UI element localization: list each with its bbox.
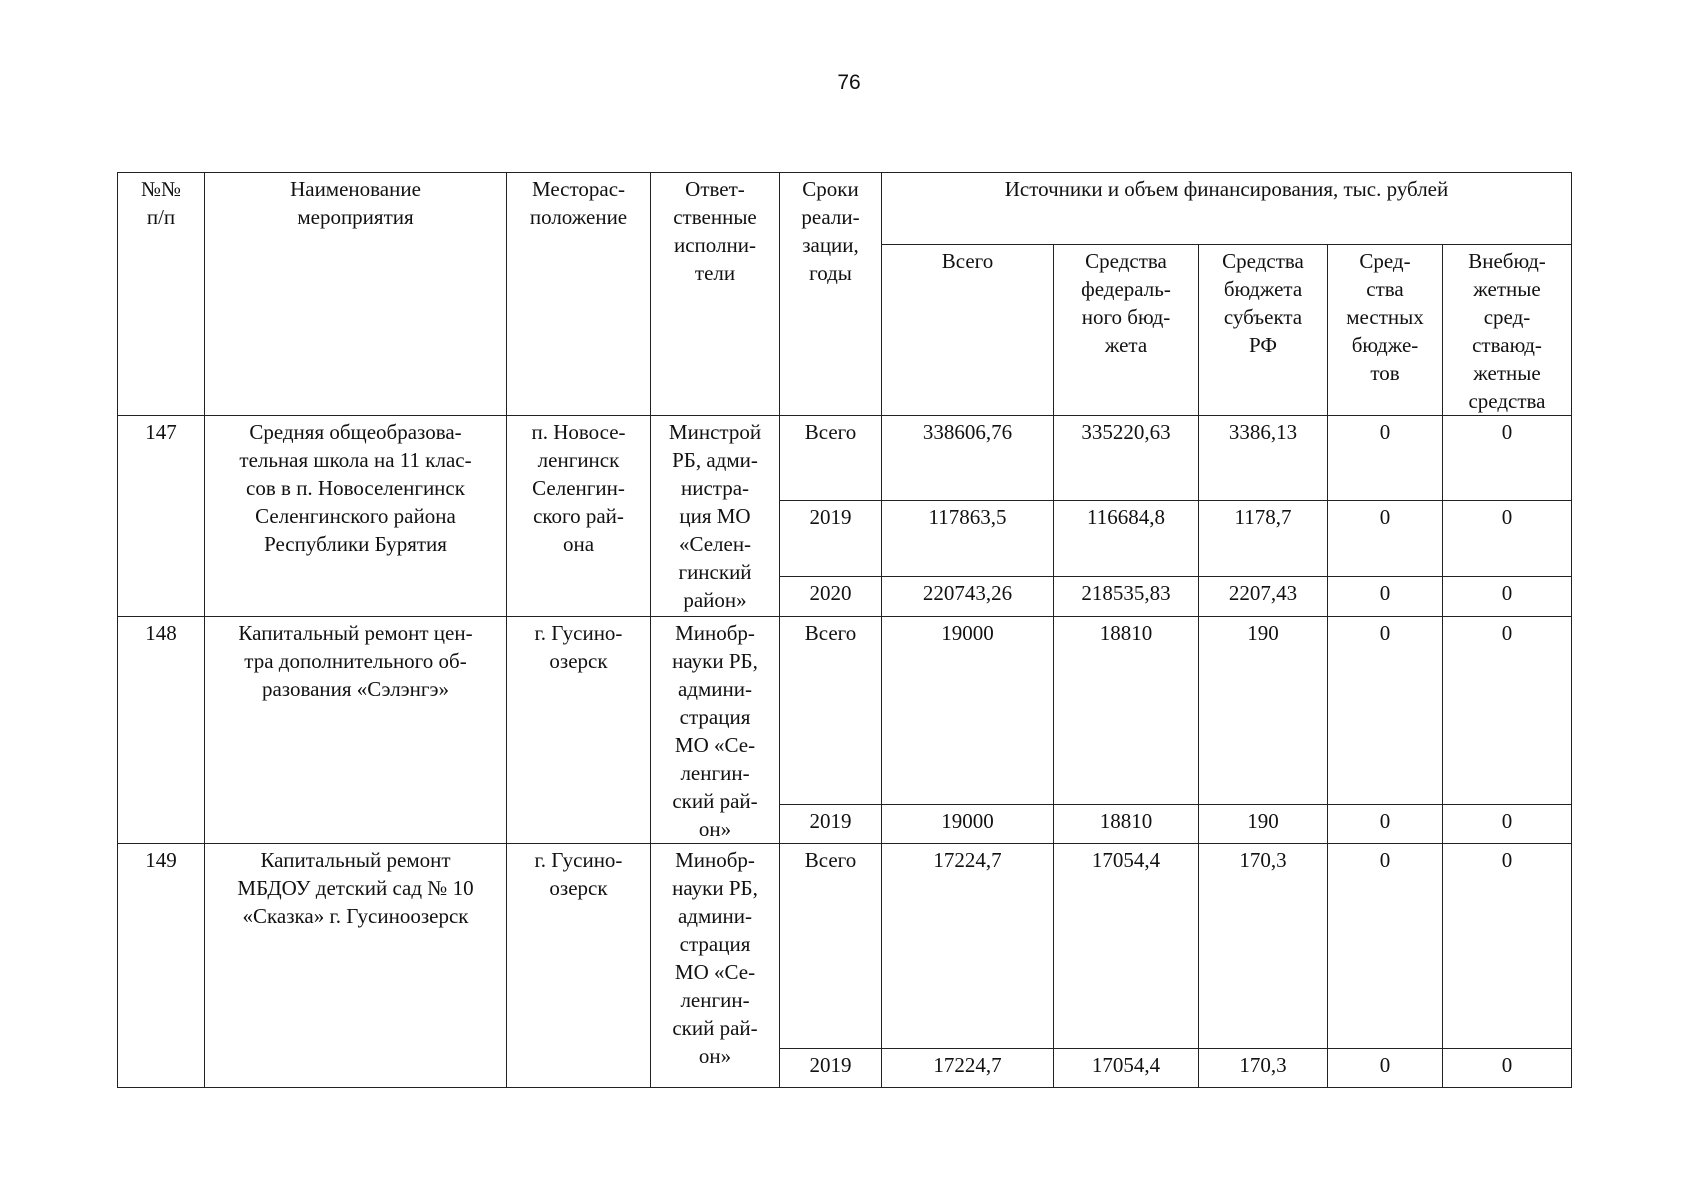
project-executors: Минобр- науки РБ, админи- страция МО «Се- ленгин- ский рай- он» (651, 844, 780, 1088)
total-cell: 220743,26 (882, 577, 1054, 617)
federal-cell: 17054,4 (1054, 1049, 1199, 1088)
federal-cell: 18810 (1054, 617, 1199, 805)
period-cell: Всего (780, 416, 882, 501)
subject-cell: 170,3 (1199, 844, 1328, 1049)
extra-cell: 0 (1443, 844, 1572, 1049)
total-cell: 19000 (882, 617, 1054, 805)
local-cell: 0 (1328, 577, 1443, 617)
subject-cell: 190 (1199, 617, 1328, 805)
period-cell: 2019 (780, 1049, 882, 1088)
extra-cell: 0 (1443, 577, 1572, 617)
project-num: 148 (118, 617, 205, 844)
subject-cell: 3386,13 (1199, 416, 1328, 501)
header-total: Всего (882, 245, 1054, 416)
header-local: Сред- ства местных бюдже- тов (1328, 245, 1443, 416)
period-cell: 2020 (780, 577, 882, 617)
extra-cell: 0 (1443, 805, 1572, 844)
subject-cell: 2207,43 (1199, 577, 1328, 617)
period-cell: Всего (780, 617, 882, 805)
project-location: г. Гусино- озерск (507, 844, 651, 1088)
federal-cell: 18810 (1054, 805, 1199, 844)
local-cell: 0 (1328, 501, 1443, 577)
total-cell: 338606,76 (882, 416, 1054, 501)
header-row-1 (118, 173, 1572, 245)
federal-cell: 335220,63 (1054, 416, 1199, 501)
subject-cell: 170,3 (1199, 1049, 1328, 1088)
period-cell: Всего (780, 844, 882, 1049)
project-name: Капитальный ремонт цен- тра дополнительного об- разования «Сэлэнгэ» (205, 617, 507, 844)
local-cell: 0 (1328, 1049, 1443, 1088)
federal-cell: 218535,83 (1054, 577, 1199, 617)
project-location: г. Гусино- озерск (507, 617, 651, 844)
project-executors: Минобр- науки РБ, админи- страция МО «Се- ленгин- ский рай- он» (651, 617, 780, 844)
project-num: 147 (118, 416, 205, 617)
subject-cell: 190 (1199, 805, 1328, 844)
extra-cell: 0 (1443, 617, 1572, 805)
extra-cell: 0 (1443, 416, 1572, 501)
total-cell: 19000 (882, 805, 1054, 844)
header-federal: Средства федераль- ного бюд- жета (1054, 245, 1199, 416)
table-row (118, 844, 1572, 1049)
federal-cell: 17054,4 (1054, 844, 1199, 1049)
federal-cell: 116684,8 (1054, 501, 1199, 577)
project-location: п. Новосе- ленгинск Селенгин- ского рай- она (507, 416, 651, 617)
project-name: Средняя общеобразова- тельная школа на 11 клас- сов в п. Новоселенгинск Селенгинского района Республики Бурятия (205, 416, 507, 617)
project-executors: Минстрой РБ, адми- нистра- ция МО «Селен- гинский район» (651, 416, 780, 617)
page-number: 76 (837, 71, 861, 94)
local-cell: 0 (1328, 805, 1443, 844)
funding-table (117, 172, 1572, 1088)
header-executors: Ответ- ственные исполни- тели (651, 173, 780, 416)
header-name: Наименование мероприятия (205, 173, 507, 416)
header-num: №№ п/п (118, 173, 205, 416)
total-cell: 117863,5 (882, 501, 1054, 577)
table-row (118, 617, 1572, 805)
extra-cell: 0 (1443, 501, 1572, 577)
total-cell: 17224,7 (882, 844, 1054, 1049)
table-row (118, 416, 1572, 501)
project-num: 149 (118, 844, 205, 1088)
project-name: Капитальный ремонт МБДОУ детский сад № 10 «Сказка» г. Гусиноозерск (205, 844, 507, 1088)
period-cell: 2019 (780, 805, 882, 844)
period-cell: 2019 (780, 501, 882, 577)
local-cell: 0 (1328, 416, 1443, 501)
header-extra: Внебюд- жетные сред- стваюд- жетные средства (1443, 245, 1572, 416)
header-subject: Средства бюджета субъекта РФ (1199, 245, 1328, 416)
header-funding-group: Источники и объем финансирования, тыс. рублей (882, 173, 1572, 245)
header-terms: Сроки реали- зации, годы (780, 173, 882, 416)
total-cell: 17224,7 (882, 1049, 1054, 1088)
local-cell: 0 (1328, 617, 1443, 805)
local-cell: 0 (1328, 844, 1443, 1049)
subject-cell: 1178,7 (1199, 501, 1328, 577)
extra-cell: 0 (1443, 1049, 1572, 1088)
header-location: Месторас- положение (507, 173, 651, 416)
